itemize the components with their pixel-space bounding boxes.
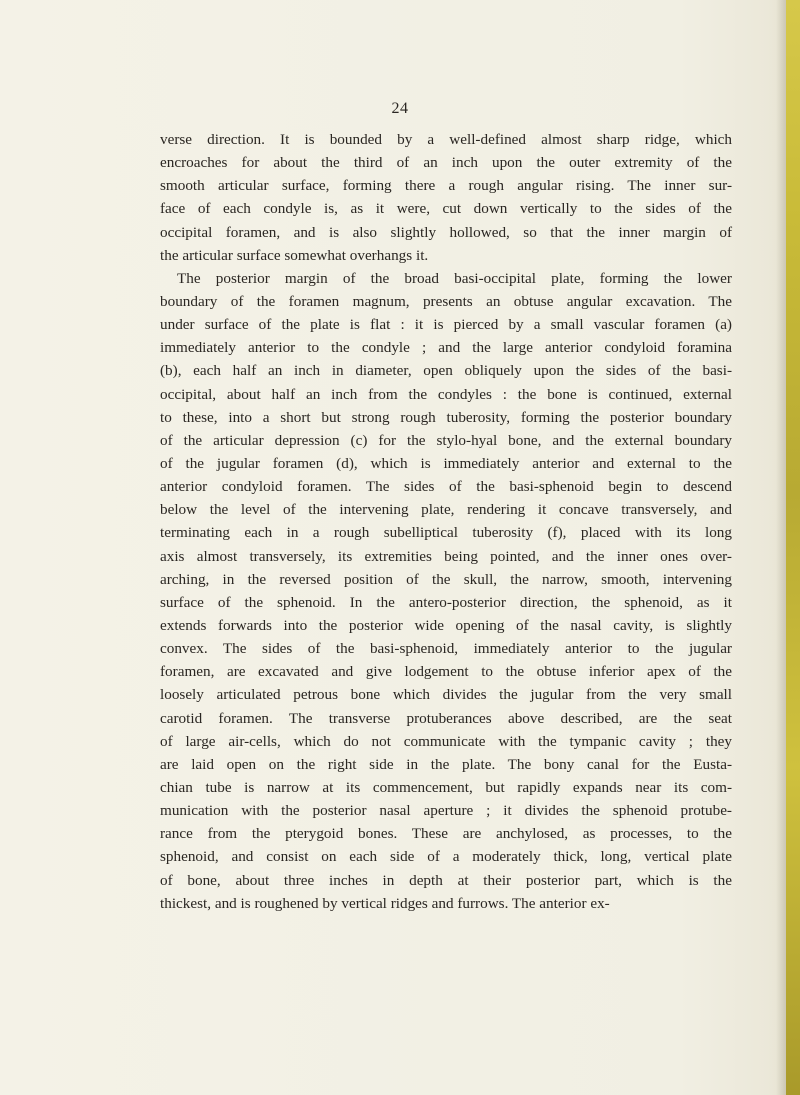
text-line: extends forwards into the posterior wide opening of the nasal cavity, is slightly — [160, 616, 732, 634]
text-line: of bone, about three inches in depth at their posterior part, which is the — [160, 871, 732, 889]
text-line: axis almost transversely, its extremities being pointed, and the inner ones over- — [160, 547, 732, 565]
text-line: of the jugular foramen (d), which is immediately anterior and external to the — [160, 454, 732, 472]
page-edge-strip — [786, 0, 800, 1095]
text-line: immediately anterior to the condyle ; and the large anterior condyloid foramina — [160, 339, 732, 357]
text-line: rance from the pterygoid bones. These are anchylosed, as processes, to the — [160, 825, 732, 843]
text-line: thickest, and is roughened by vertical ridges and furrows. The anterior ex- — [160, 894, 610, 912]
text-line: munication with the posterior nasal aperture ; it divides the sphenoid protube- — [160, 802, 732, 820]
text-line: below the level of the intervening plate, rendering it concave transversely, and — [160, 501, 732, 519]
text-line: to these, into a short but strong rough tuberosity, forming the posterior boundary — [160, 408, 732, 426]
page-number: 24 — [391, 100, 409, 117]
text-line: verse direction. It is bounded by a well-defined almost sharp ridge, which — [160, 131, 732, 148]
text-line: terminating each in a rough subelliptical tuberosity (f), placed with its long — [160, 524, 732, 542]
text-line: surface of the sphenoid. In the antero-posterior direction, the sphenoid, as it — [160, 593, 732, 611]
text-line: (b), each half an inch in diameter, open obliquely upon the sides of the basi- — [160, 362, 732, 380]
text-line: anterior condyloid foramen. The sides of the basi-sphenoid begin to descend — [160, 478, 732, 496]
text-line: the articular surface somewhat overhangs it. — [160, 246, 429, 264]
text-line: chian tube is narrow at its commencement, but rapidly expands near its com- — [160, 778, 732, 796]
text-line: of the articular depression (c) for the stylo-hyal bone, and the external boundary — [160, 431, 732, 449]
paragraph — [160, 128, 732, 267]
text-line: of large air-cells, which do not communicate with the tympanic cavity ; they — [160, 732, 732, 750]
text-body — [160, 128, 732, 915]
paragraph — [160, 267, 732, 915]
text-line: occipital, about half an inch from the condyles : the bone is continued, external — [160, 385, 732, 403]
text-line: smooth articular surface, forming there a rough angular rising. The inner sur- — [160, 177, 732, 195]
text-line: convex. The sides of the basi-sphenoid, immediately anterior to the jugular — [160, 640, 732, 658]
text-line: loosely articulated petrous bone which divides the jugular from the very small — [160, 686, 732, 704]
page-edge-shadow — [776, 0, 786, 1095]
text-line: arching, in the reversed position of the skull, the narrow, smooth, intervening — [160, 570, 732, 588]
text-line: are laid open on the right side in the plate. The bony canal for the Eusta- — [160, 755, 732, 773]
text-line: face of each condyle is, as it were, cut down vertically to the sides of the — [160, 200, 732, 218]
text-line: The posterior margin of the broad basi-occipital plate, forming the lower — [177, 269, 732, 287]
text-line: foramen, are excavated and give lodgement to the obtuse inferior apex of the — [160, 663, 732, 681]
text-line: boundary of the foramen magnum, presents an obtuse angular excavation. The — [160, 292, 732, 310]
text-line: sphenoid, and consist on each side of a moderately thick, long, vertical plate — [160, 848, 732, 866]
text-line: under surface of the plate is flat : it is pierced by a small vascular foramen (a) — [160, 316, 732, 334]
text-line: carotid foramen. The transverse protuberances above described, are the seat — [160, 709, 732, 727]
text-line: encroaches for about the third of an inch upon the outer extremity of the — [160, 154, 732, 172]
text-line: occipital foramen, and is also slightly hollowed, so that the inner margin of — [160, 223, 732, 241]
